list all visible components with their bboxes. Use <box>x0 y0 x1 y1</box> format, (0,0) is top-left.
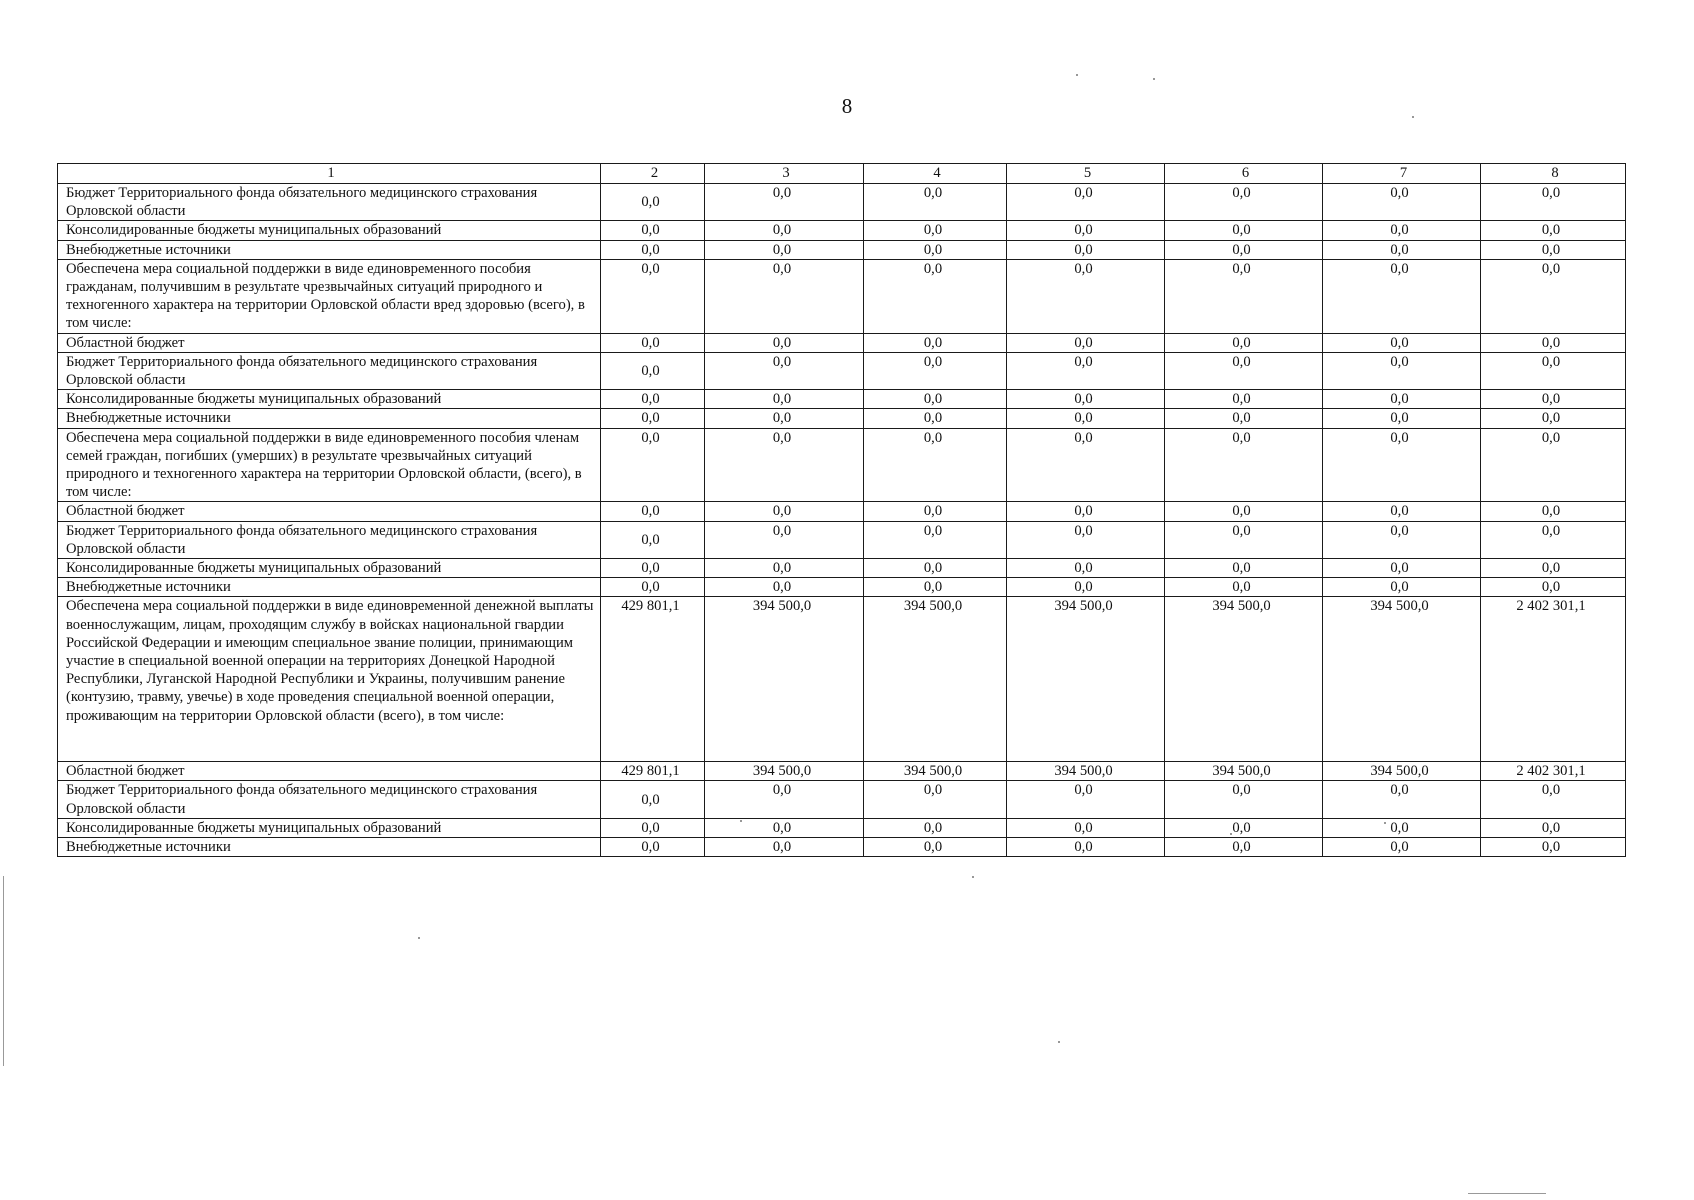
header-cell: 6 <box>1165 164 1323 184</box>
value-cell: 0,0 <box>705 578 864 597</box>
table-header-row <box>58 164 1626 184</box>
row-label: Областной бюджет <box>58 502 601 521</box>
value-cell: 0,0 <box>1165 352 1323 389</box>
table-row <box>58 221 1626 240</box>
value-cell: 0,0 <box>1323 781 1481 818</box>
value-cell: 0,0 <box>1165 259 1323 333</box>
value-cell: 0,0 <box>1323 818 1481 837</box>
value-cell: 0,0 <box>1007 240 1165 259</box>
value-cell: 394 500,0 <box>864 597 1007 762</box>
table-row <box>58 502 1626 521</box>
value-cell: 0,0 <box>705 409 864 428</box>
value-cell: 0,0 <box>864 240 1007 259</box>
value-cell: 2 402 301,1 <box>1481 762 1626 781</box>
row-label: Внебюджетные источники <box>58 240 601 259</box>
value-cell: 0,0 <box>1165 240 1323 259</box>
value-cell: 0,0 <box>1165 559 1323 578</box>
value-cell: 0,0 <box>864 409 1007 428</box>
scan-speck <box>1384 822 1386 824</box>
value-cell: 0,0 <box>864 390 1007 409</box>
value-cell: 394 500,0 <box>1323 762 1481 781</box>
value-cell: 0,0 <box>705 559 864 578</box>
value-cell: 0,0 <box>705 502 864 521</box>
value-cell: 0,0 <box>1323 240 1481 259</box>
value-cell: 0,0 <box>1007 428 1165 502</box>
value-cell: 0,0 <box>1165 521 1323 558</box>
row-label: Внебюджетные источники <box>58 838 601 857</box>
value-cell: 0,0 <box>1165 221 1323 240</box>
header-cell: 8 <box>1481 164 1626 184</box>
value-cell: 429 801,1 <box>601 762 705 781</box>
row-label: Консолидированные бюджеты муниципальных образований <box>58 559 601 578</box>
row-label: Бюджет Территориального фонда обязательного медицинского страхования Орловской области <box>58 352 601 389</box>
scan-speck <box>418 937 420 939</box>
value-cell: 0,0 <box>864 259 1007 333</box>
value-cell: 0,0 <box>1481 818 1626 837</box>
table-row <box>58 762 1626 781</box>
value-cell: 0,0 <box>1007 838 1165 857</box>
value-cell: 394 500,0 <box>1165 762 1323 781</box>
value-cell: 0,0 <box>1481 781 1626 818</box>
value-cell: 0,0 <box>705 352 864 389</box>
table-row <box>58 818 1626 837</box>
page-number: 8 <box>841 94 853 118</box>
value-cell: 0,0 <box>1323 578 1481 597</box>
value-cell: 0,0 <box>601 352 705 389</box>
header-cell: 1 <box>58 164 601 184</box>
value-cell: 0,0 <box>1481 409 1626 428</box>
value-cell: 0,0 <box>601 428 705 502</box>
value-cell: 0,0 <box>864 502 1007 521</box>
value-cell: 0,0 <box>705 259 864 333</box>
value-cell: 0,0 <box>601 409 705 428</box>
value-cell: 0,0 <box>1165 409 1323 428</box>
scan-speck <box>1058 1041 1060 1043</box>
value-cell: 2 402 301,1 <box>1481 597 1626 762</box>
value-cell: 0,0 <box>1323 184 1481 221</box>
value-cell: 0,0 <box>1165 838 1323 857</box>
value-cell: 0,0 <box>1165 502 1323 521</box>
value-cell: 0,0 <box>601 502 705 521</box>
value-cell: 0,0 <box>1007 259 1165 333</box>
value-cell: 0,0 <box>705 333 864 352</box>
row-label: Консолидированные бюджеты муниципальных образований <box>58 221 601 240</box>
table-row <box>58 333 1626 352</box>
value-cell: 0,0 <box>1481 240 1626 259</box>
table-row <box>58 838 1626 857</box>
value-cell: 0,0 <box>1007 781 1165 818</box>
table-row <box>58 409 1626 428</box>
value-cell: 0,0 <box>1323 838 1481 857</box>
value-cell: 0,0 <box>705 240 864 259</box>
table-row <box>58 259 1626 333</box>
value-cell: 0,0 <box>1007 184 1165 221</box>
value-cell: 0,0 <box>705 184 864 221</box>
value-cell: 0,0 <box>1165 578 1323 597</box>
table-row <box>58 184 1626 221</box>
value-cell: 0,0 <box>1481 578 1626 597</box>
value-cell: 0,0 <box>705 390 864 409</box>
value-cell: 0,0 <box>1481 259 1626 333</box>
value-cell: 0,0 <box>705 818 864 837</box>
value-cell: 0,0 <box>864 559 1007 578</box>
value-cell: 0,0 <box>1165 781 1323 818</box>
value-cell: 0,0 <box>864 578 1007 597</box>
value-cell: 0,0 <box>1481 333 1626 352</box>
value-cell: 0,0 <box>1323 521 1481 558</box>
value-cell: 0,0 <box>864 818 1007 837</box>
value-cell: 0,0 <box>705 838 864 857</box>
value-cell: 0,0 <box>1007 521 1165 558</box>
value-cell: 0,0 <box>1007 390 1165 409</box>
value-cell: 0,0 <box>1007 578 1165 597</box>
header-cell: 4 <box>864 164 1007 184</box>
value-cell: 0,0 <box>601 240 705 259</box>
row-label: Внебюджетные источники <box>58 409 601 428</box>
scan-speck <box>972 876 974 878</box>
table-row <box>58 240 1626 259</box>
value-cell: 0,0 <box>864 221 1007 240</box>
row-label: Бюджет Территориального фонда обязательного медицинского страхования Орловской области <box>58 184 601 221</box>
value-cell: 0,0 <box>1323 390 1481 409</box>
value-cell: 0,0 <box>1323 559 1481 578</box>
scan-edge-line <box>1468 1193 1546 1194</box>
value-cell: 429 801,1 <box>601 597 705 762</box>
table-row <box>58 428 1626 502</box>
row-label: Бюджет Территориального фонда обязательного медицинского страхования Орловской области <box>58 781 601 818</box>
value-cell: 0,0 <box>601 333 705 352</box>
value-cell: 0,0 <box>1007 333 1165 352</box>
value-cell: 0,0 <box>601 390 705 409</box>
value-cell: 0,0 <box>1481 428 1626 502</box>
value-cell: 394 500,0 <box>1323 597 1481 762</box>
value-cell: 0,0 <box>864 838 1007 857</box>
value-cell: 0,0 <box>1481 559 1626 578</box>
value-cell: 0,0 <box>1165 333 1323 352</box>
header-cell: 3 <box>705 164 864 184</box>
value-cell: 0,0 <box>1323 333 1481 352</box>
table-row <box>58 578 1626 597</box>
value-cell: 0,0 <box>1323 502 1481 521</box>
value-cell: 0,0 <box>1481 184 1626 221</box>
value-cell: 0,0 <box>601 184 705 221</box>
value-cell: 0,0 <box>705 781 864 818</box>
value-cell: 0,0 <box>1323 352 1481 389</box>
value-cell: 0,0 <box>705 428 864 502</box>
value-cell: 394 500,0 <box>705 597 864 762</box>
value-cell: 0,0 <box>705 221 864 240</box>
table-row <box>58 559 1626 578</box>
value-cell: 0,0 <box>601 838 705 857</box>
scan-speck <box>1076 74 1078 76</box>
value-cell: 0,0 <box>1007 502 1165 521</box>
value-cell: 0,0 <box>1007 818 1165 837</box>
row-label: Обеспечена мера социальной поддержки в виде единовременной денежной выплаты военнослужащим, лицам, проходящим службу в войсках национальной гвардии Российской Федерации и имеющим специальное звание полиции, принимающим участие в специальной военной операции на территориях Донецкой Народной Республики, Луганской Народной Республики и Украины, получившим ранение (контузию, травму, увечье) в ходе проведения специальной военной операции, проживающим на территории Орловской области (всего), в том числе: <box>58 597 601 762</box>
row-label: Обеспечена мера социальной поддержки в виде единовременного пособия членам семей граждан, погибших (умерших) в результате чрезвычайных ситуаций природного и техногенного характера на территории Орловской области, (всего), в том числе: <box>58 428 601 502</box>
value-cell: 0,0 <box>1481 521 1626 558</box>
value-cell: 0,0 <box>864 781 1007 818</box>
value-cell: 394 500,0 <box>1165 597 1323 762</box>
row-label: Областной бюджет <box>58 762 601 781</box>
scan-speck <box>740 820 742 822</box>
header-cell: 5 <box>1007 164 1165 184</box>
value-cell: 0,0 <box>1481 390 1626 409</box>
scan-speck <box>1230 833 1232 835</box>
value-cell: 0,0 <box>601 781 705 818</box>
budget-table <box>57 163 1626 857</box>
value-cell: 0,0 <box>601 521 705 558</box>
value-cell: 0,0 <box>1481 502 1626 521</box>
value-cell: 0,0 <box>1323 428 1481 502</box>
table-row <box>58 781 1626 818</box>
value-cell: 0,0 <box>1323 259 1481 333</box>
value-cell: 0,0 <box>601 578 705 597</box>
value-cell: 0,0 <box>1007 221 1165 240</box>
table-row <box>58 597 1626 762</box>
value-cell: 0,0 <box>1481 352 1626 389</box>
row-label: Консолидированные бюджеты муниципальных образований <box>58 818 601 837</box>
value-cell: 0,0 <box>1165 184 1323 221</box>
row-label: Внебюджетные источники <box>58 578 601 597</box>
value-cell: 0,0 <box>601 221 705 240</box>
value-cell: 0,0 <box>601 259 705 333</box>
value-cell: 0,0 <box>1165 818 1323 837</box>
value-cell: 394 500,0 <box>705 762 864 781</box>
value-cell: 0,0 <box>1481 221 1626 240</box>
table-row <box>58 521 1626 558</box>
row-label: Областной бюджет <box>58 333 601 352</box>
value-cell: 0,0 <box>864 521 1007 558</box>
table-row <box>58 390 1626 409</box>
value-cell: 0,0 <box>1007 352 1165 389</box>
value-cell: 0,0 <box>864 428 1007 502</box>
value-cell: 0,0 <box>1323 221 1481 240</box>
header-cell: 2 <box>601 164 705 184</box>
value-cell: 0,0 <box>864 333 1007 352</box>
value-cell: 0,0 <box>1323 409 1481 428</box>
value-cell: 0,0 <box>864 184 1007 221</box>
scan-speck <box>1153 78 1155 80</box>
value-cell: 0,0 <box>1165 428 1323 502</box>
value-cell: 0,0 <box>601 559 705 578</box>
header-cell: 7 <box>1323 164 1481 184</box>
value-cell: 394 500,0 <box>864 762 1007 781</box>
row-label: Обеспечена мера социальной поддержки в виде единовременного пособия гражданам, получившим в результате чрезвычайных ситуаций природного и техногенного характера на территории Орловской области вред здоровью (всего), в том числе: <box>58 259 601 333</box>
value-cell: 394 500,0 <box>1007 597 1165 762</box>
value-cell: 0,0 <box>1165 390 1323 409</box>
value-cell: 0,0 <box>705 521 864 558</box>
table-row <box>58 352 1626 389</box>
value-cell: 0,0 <box>601 818 705 837</box>
value-cell: 0,0 <box>1481 838 1626 857</box>
value-cell: 394 500,0 <box>1007 762 1165 781</box>
value-cell: 0,0 <box>1007 559 1165 578</box>
row-label: Бюджет Территориального фонда обязательного медицинского страхования Орловской области <box>58 521 601 558</box>
row-label: Консолидированные бюджеты муниципальных образований <box>58 390 601 409</box>
value-cell: 0,0 <box>864 352 1007 389</box>
value-cell: 0,0 <box>1007 409 1165 428</box>
scan-speck <box>1412 116 1414 118</box>
scan-edge-line <box>3 876 4 1066</box>
